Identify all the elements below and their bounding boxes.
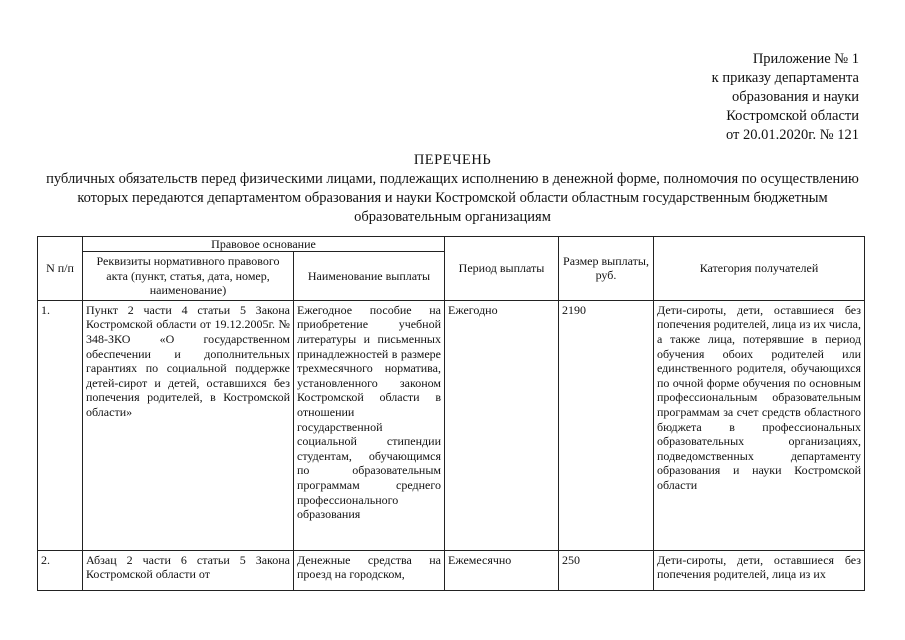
header-num: N п/п <box>38 237 83 301</box>
appendix-line-4: Костромской области <box>726 108 859 124</box>
appendix-line-1: Приложение № 1 <box>752 51 859 67</box>
appendix-line-2: к приказу департамента <box>711 70 859 86</box>
cell-act: Пункт 2 части 4 статьи 5 Закона Костромской области от 19.12.2005г. № 348-ЗКО «О государственном обеспечении и дополнительных гарантиях по социальной поддержке детей-сирот и детей, оставшихся без попечения родителей, в Костромской области» <box>83 300 294 550</box>
table-row <box>38 300 865 550</box>
header-payment-name: Наименование выплаты <box>294 252 445 301</box>
cell-category: Дети-сироты, дети, оставшиеся без попечения родителей, лица из их <box>654 550 865 590</box>
header-legal-basis: Правовое основание <box>83 237 445 252</box>
cell-period: Ежемесячно <box>445 550 559 590</box>
table-row <box>38 550 865 590</box>
cell-period: Ежегодно <box>445 300 559 550</box>
cell-payment-name: Денежные средства на проезд на городском, <box>294 550 445 590</box>
cell-act: Абзац 2 части 6 статьи 5 Закона Костромской области от <box>83 550 294 590</box>
header-row-1 <box>38 237 865 252</box>
appendix-line-3: образования и науки <box>731 89 859 105</box>
appendix-block <box>712 50 859 145</box>
cell-category: Дети-сироты, дети, оставшиеся без попечения родителей, лица из их числа, а также лица, потерявшие в период обучения обоих родителей или единственного родителя, обучающихся по очной форме обучения по основным профессиональным образовательным программам за счет средств областного бюджета в профессиональных образовательных организациях, подведомственных департаменту образования и науки Костромской области <box>654 300 865 550</box>
appendix-line-5: от 20.01.2020г. № 121 <box>725 127 859 143</box>
header-amount: Размер выплаты, руб. <box>559 237 654 301</box>
document-title: ПЕРЕЧЕНЬ <box>413 152 492 168</box>
header-category: Категория получателей <box>654 237 865 301</box>
obligations-table <box>37 236 865 591</box>
cell-amount: 2190 <box>559 300 654 550</box>
cell-num: 1. <box>38 300 83 550</box>
document-subtitle: публичных обязательств перед физическими лицами, подлежащих исполнению в денежной форме, полномочия по осуществлению которых передаются департаментом образования и науки Костромской области областным государственным бюджетным образовательным организациям <box>46 171 859 225</box>
cell-amount: 250 <box>559 550 654 590</box>
header-period: Период выплаты <box>445 237 559 301</box>
cell-payment-name: Ежегодное пособие на приобретение учебной литературы и письменных принадлежностей в размере трехмесячного норматива, установленного законом Костромской области в отношении государственной социальной стипендии студентам, обучающимся по образовательным программам среднего профессионального образования <box>294 300 445 550</box>
cell-num: 2. <box>38 550 83 590</box>
header-act: Реквизиты нормативного правового акта (пункт, статья, дата, номер, наименование) <box>83 252 294 301</box>
